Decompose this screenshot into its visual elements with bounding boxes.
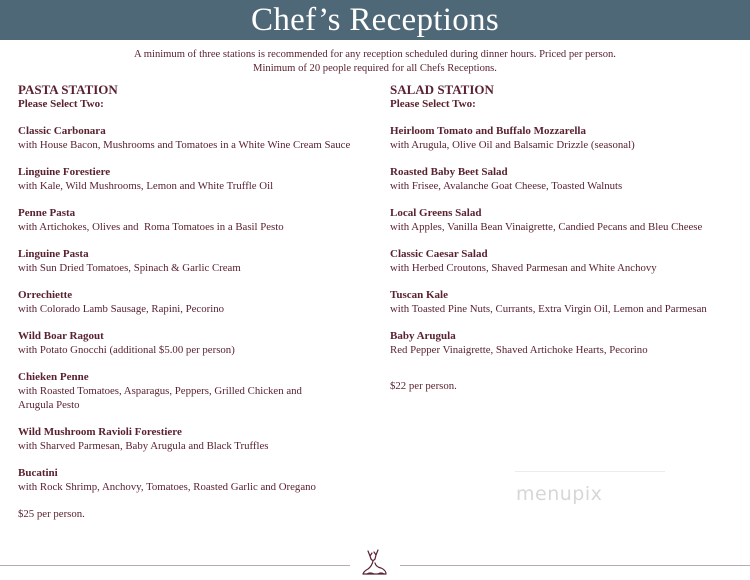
menu-item [18,165,373,193]
menu-item-name: Chieken Penne [18,371,89,383]
pasta-station-title: PASTA STATION [18,82,118,97]
watermark-divider [515,471,665,472]
menu-item-name: Classic Caesar Salad [390,248,488,260]
menu-item [18,425,373,453]
menu-item [390,247,740,275]
menu-item [18,247,373,275]
menu-item [390,206,740,234]
menu-item [18,124,373,152]
salad-station-subtitle: Please Select Two: [390,98,476,110]
menu-item-description: with Arugula, Olive Oil and Balsamic Drizzle (seasonal) [390,139,635,151]
menu-item [18,370,373,412]
menu-item-name: Heirloom Tomato and Buffalo Mozzarella [390,125,586,137]
menu-item-description: with Frisee, Avalanche Goat Cheese, Toasted Walnuts [390,180,623,192]
menu-item-name: Tuscan Kale [390,289,448,301]
menu-item-description: with Rock Shrimp, Anchovy, Tomatoes, Roasted Garlic and Oregano [18,481,316,493]
menu-item-name: Linguine Pasta [18,248,89,260]
menu-item-description: with Colorado Lamb Sausage, Rapini, Pecorino [18,303,225,315]
menu-item-name: Penne Pasta [18,207,76,219]
menu-item-description: with Roasted Tomatoes, Asparagus, Peppers, Grilled Chicken and Arugula Pesto [18,385,302,411]
menu-item [390,329,740,357]
pasta-station [18,83,373,521]
menu-item [390,124,740,152]
menu-item-description: with Herbed Croutons, Shaved Parmesan and White Anchovy [390,262,657,274]
menu-item-name: Bucatini [18,467,58,479]
menu-item-name: Wild Boar Ragout [18,330,104,342]
pasta-station-subtitle: Please Select Two: [18,98,104,110]
menu-item-description: with Kale, Wild Mushrooms, Lemon and White Truffle Oil [18,180,274,192]
menu-item-name: Roasted Baby Beet Salad [390,166,508,178]
menu-item-description: with Potato Gnocchi (additional $5.00 per person) [18,344,235,356]
deer-icon [354,547,396,579]
intro-text [0,48,750,76]
menu-item-description: Red Pepper Vinaigrette, Shaved Artichoke Hearts, Pecorino [390,344,648,356]
salad-station-title: SALAD STATION [390,82,494,97]
salad-price: $22 per person. [390,380,457,392]
menu-item-description: with Toasted Pine Nuts, Currants, Extra Virgin Oil, Lemon and Parmesan [390,303,707,315]
menu-item-description: with Sun Dried Tomatoes, Spinach & Garlic Cream [18,262,241,274]
menu-item-description: with Apples, Vanilla Bean Vinaigrette, Candied Pecans and Bleu Cheese [390,221,703,233]
salad-station [390,83,740,393]
menu-item [18,329,373,357]
menu-item-name: Wild Mushroom Ravioli Forestiere [18,426,182,438]
menu-item-name: Baby Arugula [390,330,456,342]
intro-line-2: Minimum of 20 people required for all Chefs Receptions. [253,63,497,74]
menu-item-name: Classic Carbonara [18,125,106,137]
menu-item-description: with House Bacon, Mushrooms and Tomatoes in a White Wine Cream Sauce [18,139,351,151]
watermark: menupix [516,483,603,505]
page-title: Chef’s Receptions [251,2,499,38]
menu-item [18,466,373,494]
menu-item-name: Orrechiette [18,289,73,301]
footer-rule-left [0,565,350,566]
footer-rule-right [400,565,750,566]
pasta-price: $25 per person. [18,508,85,520]
header-banner [0,0,750,40]
menu-item [390,165,740,193]
menu-item [18,288,373,316]
menu-item [390,288,740,316]
menu-item [18,206,373,234]
intro-line-1: A minimum of three stations is recommended for any reception scheduled during dinner hours. Priced per person. [134,49,616,60]
menu-item-description: with Artichokes, Olives and Roma Tomatoes in a Basil Pesto [18,221,284,233]
menu-item-name: Local Greens Salad [390,207,482,219]
menu-item-name: Linguine Forestiere [18,166,111,178]
menu-item-description: with Sharved Parmesan, Baby Arugula and Black Truffles [18,440,269,452]
